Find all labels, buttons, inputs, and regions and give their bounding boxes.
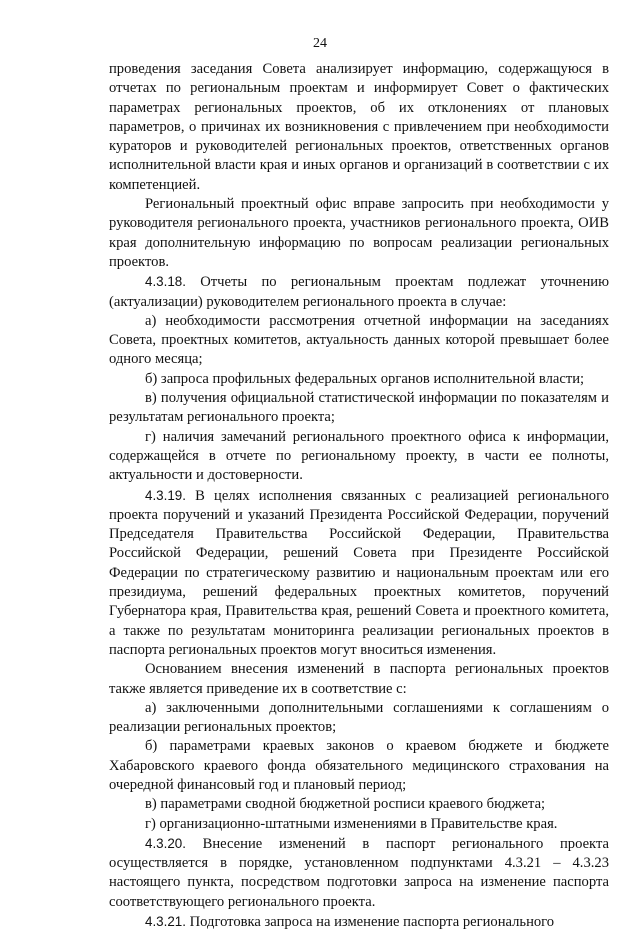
paragraph-text: Региональный проектный офис вправе запросить при необходимости у руководителя регионального проекта, участников регионального проекта, ОИВ края дополнительную информацию по вопросам реализации региональных проектов. — [109, 196, 609, 270]
paragraph-text: Внесение изменений в паспорт регионального проекта осуществляется в порядке, установленном подпунктами 4.3.21 – 4.3.23 настоящего пункта, посредством подготовки запроса на изменение паспорта соответствующего регионального проекта. — [109, 835, 609, 910]
list-item — [109, 795, 609, 814]
paragraph-text: г) наличия замечаний регионального проектного офиса к информации, содержащейся в отчете по региональному проекту, в части ее полноты, актуальности и достоверности. — [109, 428, 609, 484]
paragraph-text: Отчеты по региональным проектам подлежат уточнению (актуализации) руководителем регионального проекта в случае: — [109, 274, 609, 310]
clause-number: 4.3.19. — [145, 487, 186, 503]
list-item — [109, 312, 609, 370]
paragraph — [109, 660, 609, 699]
list-item — [109, 428, 609, 486]
document-body — [109, 60, 609, 932]
paragraph-text: Основанием внесения изменений в паспорта региональных проектов также является приведение их в соответствие с: — [109, 661, 609, 697]
clause-number: 4.3.20. — [145, 835, 186, 851]
paragraph-text: В целях исполнения связанных с реализацией регионального проекта поручений и указаний Президента Российской Федерации, поручений Председателя Правительства Российской Федерации, Правительства Российской Федерации, решений Совета при Президенте Российской Федерации по стратегическому развитию и национальным проектам или его президиума, решений федеральных проектных комитетов, поручений Губернатора края, Правительства края, решений Совета и проектного комитета, а также по результатам мониторинга реализации региональных проектов в паспорта региональных проектов могут вноситься изменения. — [109, 487, 609, 658]
page-number: 24 — [313, 36, 327, 51]
clause-number: 4.3.18. — [145, 274, 186, 290]
clause-number: 4.3.21. — [145, 914, 186, 930]
paragraph-text: в) получения официальной статистической информации по показателям и результатам регионального проекта; — [109, 390, 609, 426]
paragraph-continuation — [109, 60, 609, 195]
list-item — [109, 815, 609, 834]
list-item — [109, 737, 609, 795]
paragraph-text: б) параметрами краевых законов о краевом бюджете и бюджете Хабаровского краевого фонда обязательного медицинского страхования на очередной финансовый год и плановый период; — [109, 738, 609, 793]
paragraph-text: Подготовка запроса на изменение паспорта регионального — [185, 914, 555, 931]
clause-4-3-21 — [109, 912, 609, 932]
paragraph-text: а) заключенными дополнительными соглашениями к соглашениям о реализации региональных проектов; — [109, 699, 609, 736]
list-item — [109, 370, 609, 389]
list-item — [109, 699, 609, 738]
paragraph-text: г) организационно-штатными изменениями в Правительстве края. — [145, 815, 558, 832]
paragraph — [109, 195, 609, 272]
paragraph-text: проведения заседания Совета анализирует информацию, содержащуюся в отчетах по региональным проектам и информирует Совет о фактических параметрах региональных проектов, об их отклонениях от плановых параметров, о причинах их возникновения с привлечением при необходимости кураторов и руководителей региональных проектов, ответственных органов исполнительной власти края и иных органов и организаций в соответствии с их компетенцией. — [109, 61, 609, 193]
paragraph-text: а) необходимости рассмотрения отчетной информации на заседаниях Совета, проектных комитетов, актуальность данных которой превышает более одного месяца; — [109, 312, 609, 368]
paragraph-text: в) параметрами сводной бюджетной росписи краевого бюджета; — [145, 796, 546, 813]
paragraph-text: б) запроса профильных федеральных органов исполнительной власти; — [145, 370, 585, 387]
clause-4-3-18 — [109, 272, 609, 312]
clause-4-3-20 — [109, 834, 609, 912]
clause-4-3-19 — [109, 486, 609, 661]
list-item — [109, 389, 609, 428]
